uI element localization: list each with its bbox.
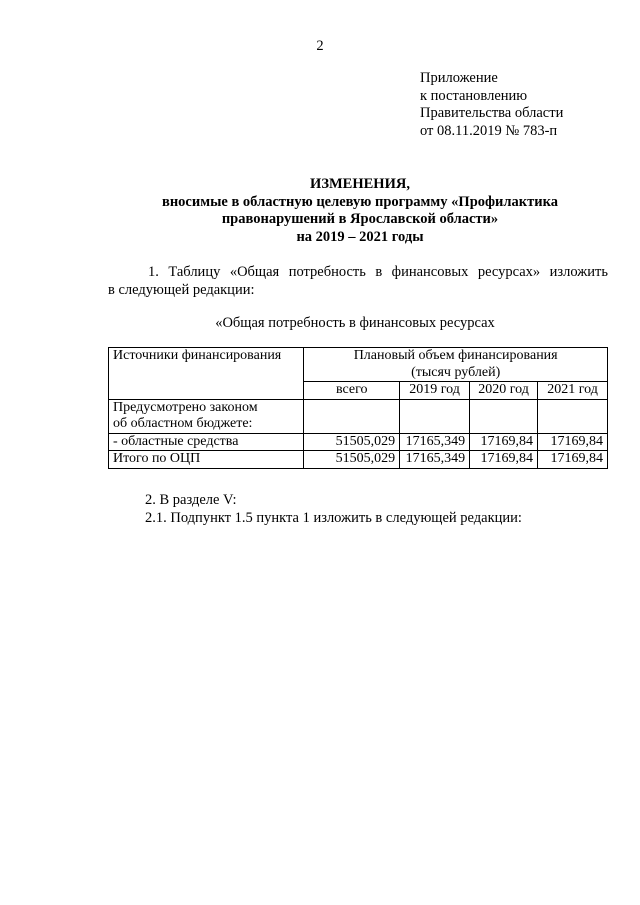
title-line: на 2019 – 2021 годы: [296, 229, 424, 246]
table-row: [109, 399, 608, 433]
cell-2021: 17169,84: [538, 451, 608, 469]
cell-2019: [400, 399, 470, 433]
header-source: Источники финансирования: [109, 348, 304, 400]
cell-2019: 17165,349: [400, 433, 470, 451]
appendix-header: [420, 70, 563, 141]
paragraph-1-line-1: 1. Таблицу «Общая потребность в финансовых ресурсах» изложить: [148, 264, 608, 280]
cell-2021: 17169,84: [538, 433, 608, 451]
appendix-line: от 08.11.2019 № 783-п: [420, 123, 558, 140]
cell-2019: 17165,349: [400, 451, 470, 469]
table-caption: «Общая потребность в финансовых ресурсах: [215, 315, 495, 331]
appendix-line: Приложение: [420, 70, 498, 86]
col-2020-header: 2020 год: [470, 382, 538, 400]
paragraph-3: 2.1. Подпункт 1.5 пункта 1 изложить в следующей редакции:: [145, 510, 522, 526]
table-row: [109, 451, 608, 469]
row-label-line: Предусмотрено законом: [113, 399, 258, 415]
paragraph-1-line-2: в следующей редакции:: [108, 281, 255, 298]
header-plan: [304, 348, 608, 382]
row-label: - областные средства: [109, 433, 304, 451]
header-plan-line-2: (тысяч рублей): [411, 364, 501, 380]
title-line: правонарушений в Ярославской области»: [221, 211, 499, 228]
paragraph-2: 2. В разделе V:: [145, 492, 237, 508]
cell-2020: 17169,84: [470, 433, 538, 451]
cell-total: [304, 399, 400, 433]
header-plan-line-1: Плановый объем финансирования: [353, 348, 558, 363]
table-row: [109, 433, 608, 451]
financing-table: [108, 347, 608, 469]
title-line: вносимые в областную целевую программу «Профилактика: [161, 193, 558, 210]
cell-2020: [470, 399, 538, 433]
page-number: 2: [316, 38, 324, 54]
title-line: ИЗМЕНЕНИЯ,: [310, 176, 410, 192]
row-label: Итого по ОЦП: [109, 451, 304, 469]
row-label-line: об областном бюджете:: [113, 416, 253, 432]
cell-2020: 17169,84: [470, 451, 538, 469]
cell-total: 51505,029: [304, 433, 400, 451]
paragraph-1: [108, 264, 608, 299]
col-total-header: всего: [304, 382, 400, 400]
cell-total: 51505,029: [304, 451, 400, 469]
col-2019-header: 2019 год: [400, 382, 470, 400]
cell-2021: [538, 399, 608, 433]
appendix-line: к постановлению: [420, 87, 528, 104]
col-2021-header: 2021 год: [538, 382, 608, 400]
table-header-row: [109, 348, 608, 382]
document-title: [90, 176, 630, 247]
row-label: [109, 399, 304, 433]
appendix-line: Правительства области: [420, 105, 564, 122]
